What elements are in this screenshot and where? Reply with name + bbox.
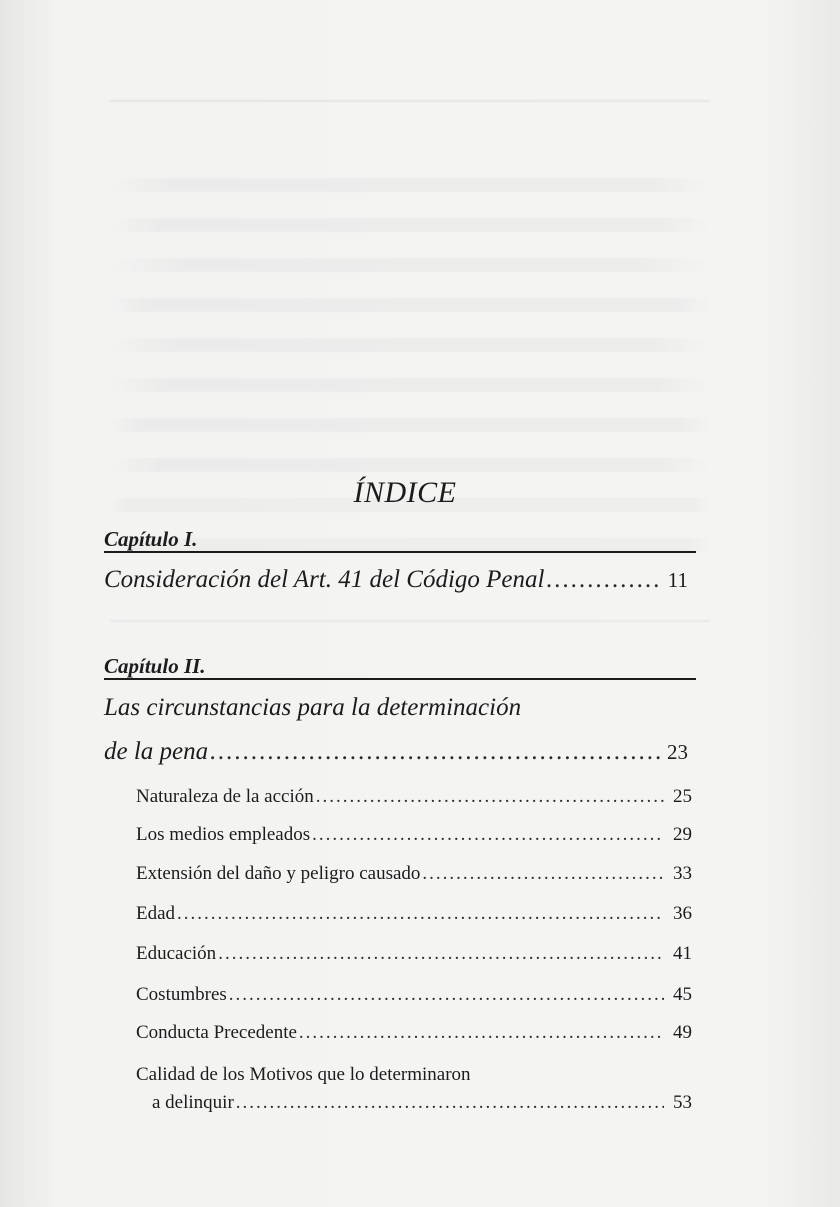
entry-page-number: 23 bbox=[667, 740, 688, 764]
subentry-row bbox=[136, 1022, 692, 1044]
chapter-2-rule bbox=[104, 678, 696, 680]
subentry-row bbox=[136, 863, 692, 885]
subentry-title: a delinquir bbox=[152, 1092, 234, 1113]
subentry-row bbox=[152, 1092, 692, 1114]
subentry-page-number: 33 bbox=[673, 863, 692, 884]
chapter-1-heading: Capítulo I. bbox=[104, 527, 198, 551]
subentry-title: Edad bbox=[136, 903, 176, 924]
subentry-page-number: 53 bbox=[673, 1092, 692, 1113]
leader-dots bbox=[546, 566, 660, 594]
subentry-title: Costumbres bbox=[136, 984, 227, 1005]
subentry-page-number: 36 bbox=[673, 903, 692, 924]
leader-dots bbox=[229, 984, 664, 1006]
subentry-row bbox=[136, 786, 692, 808]
subentry-title: Naturaleza de la acción bbox=[136, 786, 314, 807]
chapter-2-entry-line1: Las circunstancias para la determinación bbox=[104, 694, 522, 721]
entry-title: Consideración del Art. 41 del Código Penal bbox=[104, 566, 545, 593]
subentry-row bbox=[136, 943, 692, 965]
leader-dots bbox=[210, 738, 660, 766]
subentry-title: Educación bbox=[136, 943, 217, 964]
leader-dots bbox=[422, 863, 664, 885]
subentry-row bbox=[136, 824, 692, 846]
subentry-page-number: 29 bbox=[673, 824, 692, 845]
subentry-row bbox=[136, 903, 692, 925]
subentry-row bbox=[136, 984, 692, 1006]
leader-dots bbox=[218, 943, 664, 965]
chapter-2-entry bbox=[104, 738, 688, 766]
entry-title: de la pena bbox=[104, 738, 209, 765]
subentry-page-number: 45 bbox=[673, 984, 692, 1005]
leader-dots bbox=[312, 824, 664, 846]
chapter-1-entry bbox=[104, 566, 688, 594]
chapter-1-rule bbox=[104, 551, 696, 553]
subentry-title: Conducta Precedente bbox=[136, 1022, 297, 1043]
chapter-2-heading: Capítulo II. bbox=[104, 654, 206, 678]
leader-dots bbox=[316, 786, 664, 808]
subentry-title-line1: Calidad de los Motivos que lo determinaron bbox=[136, 1064, 471, 1085]
subentry-title: Los medios empleados bbox=[136, 824, 311, 845]
entry-page-number: 11 bbox=[667, 568, 688, 592]
page-title: ÍNDICE bbox=[353, 476, 457, 509]
subentry-page-number: 49 bbox=[673, 1022, 692, 1043]
leader-dots bbox=[236, 1092, 664, 1114]
leader-dots bbox=[299, 1022, 664, 1044]
subentry-title: Extensión del daño y peligro causado bbox=[136, 863, 421, 884]
subentry-page-number: 25 bbox=[673, 786, 692, 807]
leader-dots bbox=[177, 903, 664, 925]
subentry-page-number: 41 bbox=[673, 943, 692, 964]
